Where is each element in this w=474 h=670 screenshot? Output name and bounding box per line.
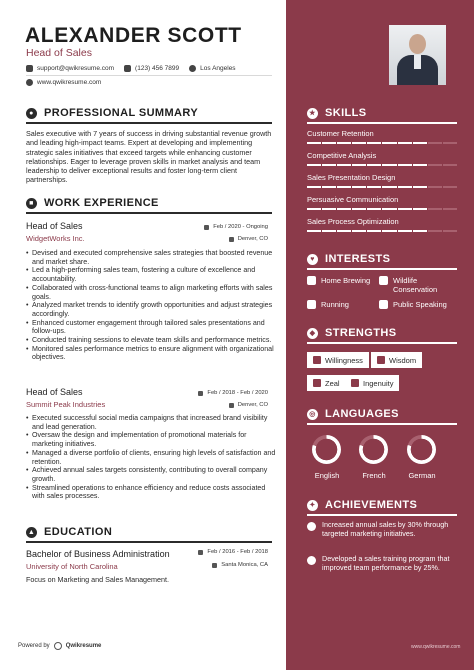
language-name: French [362, 471, 386, 480]
skill-bar-segment [413, 142, 427, 144]
achievement-text: Increased annual sales by 30% through targeted marketing initiatives. [322, 520, 449, 538]
skill-bar [307, 186, 457, 188]
summary-title: PROFESSIONAL SUMMARY [44, 107, 199, 119]
skill-bar-segment [352, 208, 366, 210]
globe-icon [26, 79, 33, 86]
website-item[interactable] [26, 79, 101, 86]
skill-bar-segment [307, 186, 321, 188]
skill-bar-segment [398, 230, 412, 232]
skill-bar-segment [413, 230, 427, 232]
skill-bar-segment [367, 230, 381, 232]
skill-bar-segment [322, 186, 336, 188]
skill-bar-segment [443, 230, 457, 232]
thumbs-up-icon [313, 356, 321, 364]
brand-link[interactable]: Qwikresume [65, 643, 102, 649]
skill-bar-segment [428, 164, 442, 166]
list-item: • Conducted training sessions to elevate team skills and performance metrics. [26, 336, 276, 345]
skill-bar-segment [352, 230, 366, 232]
education-title: EDUCATION [44, 526, 113, 538]
language-ring [359, 435, 388, 464]
strength-label: Zeal [325, 378, 340, 388]
skill-name: Customer Retention [307, 129, 374, 138]
skill-bar [307, 142, 457, 144]
bolt-icon [313, 379, 321, 387]
calendar-icon [204, 225, 209, 230]
skill-bar [307, 230, 457, 232]
location-item [189, 65, 235, 72]
skill-bar-segment [337, 230, 351, 232]
location-pin-icon [189, 65, 196, 72]
strength-tag [307, 352, 369, 368]
skill-bar-segment [413, 208, 427, 210]
list-item: • Enhanced customer engagement through tailored sales presentations and follow-ups. [26, 319, 276, 336]
calendar-icon [198, 391, 203, 396]
skill-name: Sales Process Optimization [307, 217, 399, 226]
achievement-item [307, 521, 459, 538]
skills-heading [307, 107, 367, 119]
skill-bar-segment [367, 186, 381, 188]
strength-label: Ingenuity [363, 378, 394, 388]
strength-tag [371, 352, 422, 368]
job-title: Head of Sales [26, 221, 83, 231]
job-location-text: Denver, CO [237, 236, 268, 242]
job-location [229, 236, 268, 242]
skill-name: Competitive Analysis [307, 151, 377, 160]
skill-bar [307, 164, 457, 166]
list-item: • Collaborated with cross-functional teams to align marketing efforts with sales goals. [26, 284, 276, 301]
interest-label: Public Speaking [393, 300, 447, 309]
list-item: • Monitored sales performance metrics to ensure alignment with organizational objectives. [26, 345, 276, 362]
skill-bar-segment [352, 164, 366, 166]
job-dates-text: Feb / 2020 - Ongoing [213, 224, 268, 230]
interest-item [307, 300, 349, 309]
list-item: • Streamlined operations to enhance efficiency and reduce costs associated with sales processes. [26, 484, 276, 501]
education-heading [26, 526, 112, 538]
job-bullets [26, 414, 276, 501]
skills-rule [307, 122, 457, 124]
skill-bar-segment [352, 142, 366, 144]
leaf-icon [379, 276, 388, 285]
interest-item [307, 276, 370, 285]
skill-bar-segment [337, 208, 351, 210]
interest-item [379, 300, 447, 309]
skill-bar-segment [307, 142, 321, 144]
job-company: Summit Peak Industries [26, 400, 106, 409]
lightbulb-icon [351, 379, 359, 387]
skill-bar-segment [382, 230, 396, 232]
job-dates [198, 390, 268, 396]
skill-bar-segment [398, 164, 412, 166]
languages-heading [307, 408, 399, 420]
experience-heading [26, 197, 159, 209]
briefcase-icon: ■ [26, 198, 37, 209]
profile-photo [389, 25, 446, 85]
list-item: • Led a high-performing sales team, fostering a culture of excellence and accountability. [26, 266, 276, 283]
badge-icon [307, 522, 316, 531]
interests-title: INTERESTS [325, 253, 391, 265]
experience-rule [26, 212, 272, 214]
strength-tag [307, 375, 346, 391]
book-icon [377, 356, 385, 364]
location-pin-icon [229, 403, 234, 408]
list-item: • Managed a diverse portfolio of clients, ensuring high levels of satisfaction and retention. [26, 449, 276, 466]
strength-label: Wisdom [389, 355, 417, 365]
language-name: German [408, 471, 436, 480]
list-item: • Achieved annual sales targets consistently, contributing to overall company growth. [26, 466, 276, 483]
footer [18, 642, 101, 650]
skill-bar-segment [322, 164, 336, 166]
education-rule [26, 541, 272, 543]
location-pin-icon [229, 237, 234, 242]
location-text: Los Angeles [200, 65, 236, 72]
skill-bar-segment [443, 164, 457, 166]
experience-title: WORK EXPERIENCE [44, 197, 159, 209]
skill-bar-segment [443, 208, 457, 210]
skill-bar-segment [382, 142, 396, 144]
interests-heading [307, 253, 390, 265]
job-bullets [26, 249, 276, 362]
candidate-name: ALEXANDER SCOTT [25, 24, 242, 47]
language-ring [407, 435, 436, 464]
degree-title: Bachelor of Business Administration [26, 549, 170, 559]
skill-bar-segment [398, 142, 412, 144]
languages-rule [307, 423, 457, 425]
graduation-cap-icon: ▲ [27, 528, 36, 536]
user-icon: ● [26, 108, 37, 119]
skill-bar [307, 208, 457, 210]
globe-icon: ◎ [307, 409, 318, 420]
skill-name: Persuasive Communication [307, 195, 399, 204]
header-divider [26, 75, 272, 76]
school-name: University of North Carolina [26, 562, 118, 571]
email-icon [26, 65, 33, 72]
summary-text: Sales executive with 7 years of success in driving substantial revenue growth and leading high-impact teams. Expert at developing and implementing strategic sales initiatives that exceed targets while enhancing customer relationships. Eager to leverage proven skills in market analysis and team leadership to deliver exceptional results and foster long-term client partnerships. [26, 129, 272, 185]
paw-icon [307, 300, 316, 309]
email-item[interactable] [26, 65, 114, 72]
skill-bar-segment [307, 164, 321, 166]
skill-bar-segment [307, 208, 321, 210]
language-name: English [314, 471, 340, 480]
skill-bar-segment [337, 186, 351, 188]
job-company: WidgetWorks Inc. [26, 234, 85, 243]
languages-title: LANGUAGES [325, 408, 399, 420]
skill-bar-segment [428, 208, 442, 210]
trophy-icon: ◆ [307, 328, 318, 339]
skill-bar-segment [322, 142, 336, 144]
candidate-role: Head of Sales [26, 47, 92, 59]
interest-label: Home Brewing [321, 276, 371, 285]
star-icon: ★ [307, 108, 318, 119]
skill-bar-segment [398, 186, 412, 188]
skill-bar-segment [337, 164, 351, 166]
calendar-icon [198, 550, 203, 555]
achievement-text: Developed a sales training program that improved team performance by 25%. [322, 554, 450, 572]
location-pin-icon [212, 563, 217, 568]
skill-bar-segment [322, 230, 336, 232]
interest-label: Running [321, 300, 349, 309]
summary-rule [26, 122, 272, 124]
skill-name: Sales Presentation Design [307, 173, 396, 182]
education-dates-text: Feb / 2016 - Feb / 2018 [207, 549, 268, 555]
skill-bar-segment [428, 230, 442, 232]
interest-item [379, 276, 459, 294]
job-location [229, 402, 268, 408]
skill-bar-segment [382, 186, 396, 188]
strengths-title: STRENGTHS [325, 327, 397, 339]
powered-by-text: Powered by [18, 643, 50, 649]
skill-bar-segment [337, 142, 351, 144]
strengths-rule [307, 342, 457, 344]
summary-heading [26, 107, 198, 119]
skills-title: SKILLS [325, 107, 367, 119]
badge-icon [307, 556, 316, 565]
beer-icon [307, 276, 316, 285]
medal-icon: ✦ [307, 500, 318, 511]
phone-text: (123) 456 7899 [135, 65, 180, 72]
skill-bar-segment [382, 164, 396, 166]
job-dates-text: Feb / 2018 - Feb / 2020 [207, 390, 268, 396]
list-item: • Devised and executed comprehensive sales strategies that boosted revenue and market share. [26, 249, 276, 266]
email-text: support@qwikresume.com [37, 65, 115, 72]
job-dates [204, 224, 268, 230]
achievements-title: ACHIEVEMENTS [325, 499, 418, 511]
website-text: www.qwikresume.com [37, 79, 102, 86]
interest-label: Wildlife Conservation [393, 276, 438, 294]
achievement-item [307, 555, 459, 572]
skill-bar-segment [367, 164, 381, 166]
skill-bar-segment [443, 186, 457, 188]
skill-bar-segment [443, 142, 457, 144]
phone-item[interactable] [124, 65, 179, 72]
skill-bar-segment [352, 186, 366, 188]
skill-bar-segment [413, 164, 427, 166]
list-item: • Analyzed market trends to identify growth opportunities and adjust strategies accordingly. [26, 301, 276, 318]
job-title: Head of Sales [26, 387, 83, 397]
education-dates [198, 549, 268, 555]
education-location-text: Santa Monica, CA [221, 562, 268, 568]
skill-bar-segment [428, 186, 442, 188]
skill-bar-segment [413, 186, 427, 188]
skill-bar-segment [367, 142, 381, 144]
achievements-heading [307, 499, 417, 511]
job-location-text: Denver, CO [237, 402, 268, 408]
microphone-icon [379, 300, 388, 309]
footer-site[interactable]: www.qwikresume.com [411, 644, 461, 650]
strength-label: Willingness [325, 355, 363, 365]
strength-tag [345, 375, 399, 391]
language-ring [312, 435, 341, 464]
skill-bar-segment [428, 142, 442, 144]
strengths-heading [307, 327, 396, 339]
list-item: • Executed successful social media campaigns that increased brand visibility and lead generation. [26, 414, 276, 431]
qwikresume-logo-icon [54, 642, 62, 650]
skill-bar-segment [322, 208, 336, 210]
education-note: Focus on Marketing and Sales Management. [26, 575, 170, 584]
education-location [212, 562, 268, 568]
skill-bar-segment [367, 208, 381, 210]
interests-rule [307, 268, 457, 270]
list-item: • Oversaw the design and implementation of promotional materials for marketing initiatives. [26, 431, 276, 448]
contact-row [26, 65, 236, 72]
skill-bar-segment [398, 208, 412, 210]
phone-icon [124, 65, 131, 72]
skill-bar-segment [382, 208, 396, 210]
skill-bar-segment [307, 230, 321, 232]
achievements-rule [307, 514, 457, 516]
heart-icon: ♥ [307, 254, 318, 265]
